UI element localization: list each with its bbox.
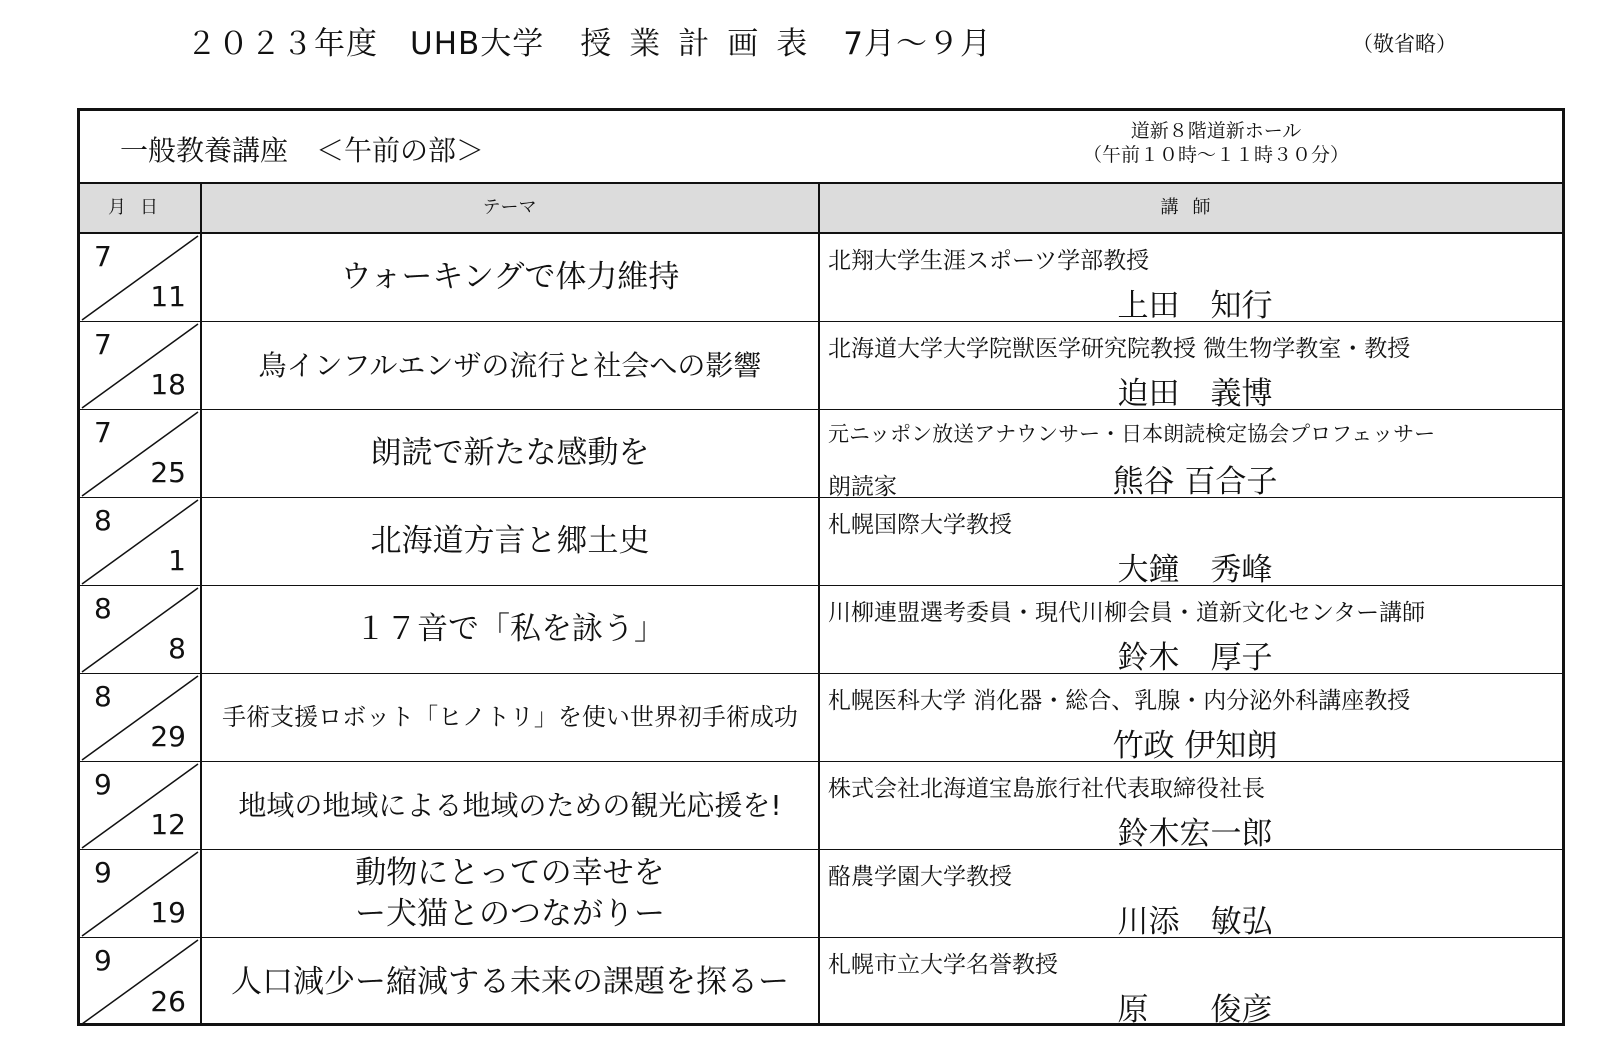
course-name: 一般教養講座 ＜午前の部＞ (120, 134, 485, 167)
date-cell (80, 762, 200, 849)
lecturer-cell (820, 498, 1562, 588)
lecturer-name: 鈴木宏一郎 (1117, 816, 1273, 852)
lecturer-name: 熊谷 百合子 (1112, 464, 1278, 500)
lecturer-cell (820, 938, 1562, 1026)
date-month: 8 (94, 504, 112, 537)
lecturer-name: 上田 知行 (1117, 288, 1273, 324)
theme-text-line2: ー犬猫とのつながりー (355, 895, 665, 932)
lecturer-name: 大鐘 秀峰 (1117, 552, 1273, 588)
theme-cell (202, 234, 818, 321)
lecturer-cell (820, 234, 1562, 324)
lecturer-affiliation: 札幌国際大学教授 (828, 512, 1012, 538)
schedule-rows (80, 234, 1562, 1028)
course-header-row (80, 111, 1562, 184)
lecturer-cell (820, 586, 1562, 676)
column-header-date: 月日 (108, 197, 172, 218)
theme-cell (202, 586, 818, 673)
theme-text: 地域の地域による地域のための観光応援を! (238, 789, 782, 822)
table-row (80, 762, 1562, 850)
table-row (80, 938, 1562, 1026)
date-day: 12 (150, 808, 186, 841)
theme-text: 人口減少ー縮減する未来の課題を探るー (231, 963, 789, 1000)
lecturer-affiliation: 札幌医科大学 消化器・総合、乳腺・内分泌外科講座教授 (828, 688, 1411, 714)
lecturer-affiliation: 北翔大学生涯スポーツ学部教授 (828, 248, 1150, 274)
page-title (186, 18, 992, 63)
title-period: 7月～９月 (843, 26, 993, 62)
venue-info (900, 119, 1532, 167)
lecturer-cell (820, 762, 1562, 852)
honorific-note: （敬省略） (1352, 32, 1457, 56)
theme-cell (202, 850, 818, 937)
table-row (80, 322, 1562, 410)
table-row (80, 850, 1562, 938)
theme-cell (202, 322, 818, 409)
lecturer-name: 迫田 義博 (1117, 376, 1273, 412)
venue-time: （午前１０時～１１時３０分） (1082, 144, 1349, 166)
date-month: 9 (94, 944, 112, 977)
date-month: 8 (94, 592, 112, 625)
date-month: 9 (94, 856, 112, 889)
lecturer-affiliation: 北海道大学大学院獣医学研究院教授 微生物学教室・教授 (828, 336, 1411, 362)
date-day: 1 (168, 544, 186, 577)
lecturer-cell (820, 410, 1562, 500)
schedule-table (77, 108, 1565, 1026)
lecturer-cell (820, 850, 1562, 940)
lecturer-name: 原 俊彦 (1117, 992, 1273, 1028)
date-cell (80, 938, 200, 1026)
lecturer-cell (820, 674, 1562, 764)
column-header-lecturer: 講師 (1160, 197, 1225, 218)
date-cell (80, 850, 200, 937)
lecturer-name: 竹政 伊知朗 (1112, 728, 1278, 764)
theme-cell (202, 498, 818, 585)
table-row (80, 498, 1562, 586)
date-month: 8 (94, 680, 112, 713)
theme-text: 北海道方言と郷土史 (370, 523, 650, 559)
lecturer-name: 川添 敏弘 (1117, 904, 1273, 940)
lecturer-cell (820, 322, 1562, 412)
lecturer-affiliation: 元ニッポン放送アナウンサー・日本朗読検定協会プロフェッサー (828, 422, 1436, 446)
date-cell (80, 586, 200, 673)
date-day: 8 (168, 632, 186, 665)
theme-text: 朗読で新たな感動を (370, 435, 650, 471)
date-month: 9 (94, 768, 112, 801)
lecturer-name: 鈴木 厚子 (1117, 640, 1273, 676)
title-main: 授業計画表 (580, 26, 826, 62)
theme-text: 動物にとっての幸せを (355, 854, 665, 891)
column-header-row (80, 184, 1562, 234)
theme-cell (202, 762, 818, 849)
lecturer-affiliation: 川柳連盟選考委員・現代川柳会員・道新文化センター講師 (828, 600, 1426, 626)
date-day: 29 (150, 720, 186, 753)
date-cell (80, 234, 200, 321)
date-day: 18 (150, 368, 186, 401)
lecturer-affiliation: 株式会社北海道宝島旅行社代表取締役社長 (828, 776, 1265, 802)
date-month: 7 (94, 416, 112, 449)
date-month: 7 (94, 240, 112, 273)
title-prefix: ２０２３年度 UHB大学 (186, 26, 545, 62)
theme-text: ウォーキングで体力維持 (340, 259, 680, 295)
table-row (80, 234, 1562, 322)
date-day: 19 (150, 896, 186, 929)
table-row (80, 586, 1562, 674)
date-cell (80, 410, 200, 497)
date-cell (80, 322, 200, 409)
theme-cell (202, 938, 818, 1026)
theme-cell (202, 410, 818, 497)
date-day: 25 (150, 456, 186, 489)
theme-text: 手術支援ロボット「ヒノトリ」を使い世界初手術成功 (222, 703, 798, 731)
theme-cell (202, 674, 818, 761)
date-day: 26 (150, 985, 186, 1018)
date-month: 7 (94, 328, 112, 361)
date-day: 11 (150, 280, 186, 313)
venue-location: 道新８階道新ホール (1130, 120, 1302, 142)
lecturer-affiliation: 酪農学園大学教授 (828, 864, 1012, 890)
date-cell (80, 498, 200, 585)
table-row (80, 674, 1562, 762)
theme-text: 鳥インフルエンザの流行と社会への影響 (258, 349, 762, 382)
date-cell (80, 674, 200, 761)
theme-text: １７音で「私を詠う」 (355, 611, 665, 647)
table-row (80, 410, 1562, 498)
lecturer-affiliation-extra: 朗読家 (828, 474, 897, 500)
lecturer-affiliation: 札幌市立大学名誉教授 (828, 952, 1058, 978)
column-header-theme: テーマ (482, 197, 537, 218)
